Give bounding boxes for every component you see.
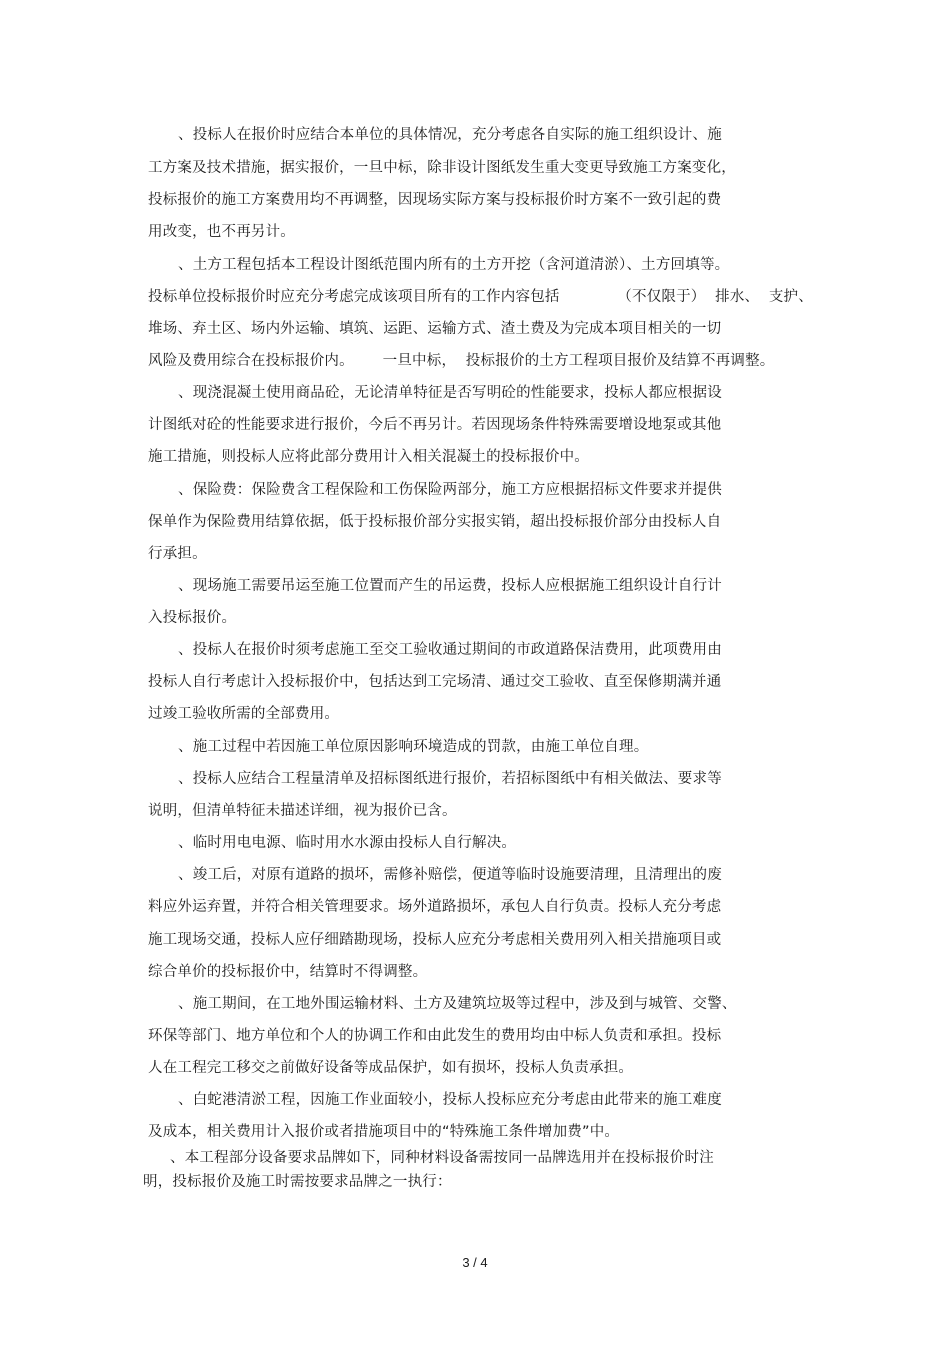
text-line: 施工现场交通，投标人应仔细踏勘现场，投标人应充分考虑相关费用列入相关措施项目或 — [148, 932, 722, 948]
text-line: 、土方工程包括本工程设计图纸范围内所有的土方开挖（含河道清淤）、土方回填等。 — [178, 257, 730, 273]
text-line: 施工措施，则投标人应将此部分费用计入相关混凝土的投标报价中。 — [148, 449, 589, 465]
text-line: 投标人自行考虑计入投标报价中，包括达到工完场清、通过交工验收、直至保修期满并通 — [148, 674, 722, 690]
text-line: 、施工过程中若因施工单位原因影响环境造成的罚款，由施工单位自理。 — [178, 739, 649, 755]
text-line: 人在工程完工移交之前做好设备等成品保护，如有损坏，投标人负责承担。 — [148, 1060, 634, 1076]
text-line: 、保险费：保险费含工程保险和工伤保险两部分，施工方应根据招标文件要求并提供 — [178, 482, 722, 498]
text-line: 风险及费用综合在投标报价内。 一旦中标， 投标报价的土方工程项目报价及结算不再调整。 — [148, 353, 775, 369]
text-line: 、投标人在报价时须考虑施工至交工验收通过期间的市政道路保洁费用，此项费用由 — [178, 642, 722, 658]
text-line: 过竣工验收所需的全部费用。 — [148, 706, 340, 722]
text-line: 投标单位投标报价时应充分考虑完成该项目所有的工作内容包括 （不仅限于） 排水、 支护、 — [148, 289, 813, 305]
text-line: 、临时用电电源、临时用水水源由投标人自行解决。 — [178, 835, 517, 851]
text-line: 、施工期间，在工地外围运输材料、土方及建筑垃圾等过程中，涉及到与城管、交警、 — [178, 996, 737, 1012]
text-line: 计图纸对砼的性能要求进行报价，今后不再另计。若因现场条件特殊需要增设地泵或其他 — [148, 417, 722, 433]
text-line: 、竣工后，对原有道路的损坏，需修补赔偿，便道等临时设施要清理，且清理出的废 — [178, 867, 722, 883]
page-number: 3 / 4 — [462, 1255, 488, 1270]
text-line: 用改变，也不再另计。 — [148, 224, 295, 240]
text-line: 综合单价的投标报价中，结算时不得调整。 — [148, 964, 428, 980]
text-line: 、投标人应结合工程量清单及招标图纸进行报价，若招标图纸中有相关做法、要求等 — [178, 771, 722, 787]
text-line: 、本工程部分设备要求品牌如下，同种材料设备需按同一品牌选用并在投标报价时注 — [170, 1150, 714, 1166]
text-line: 说明，但清单特征未描述详细，视为报价已含。 — [148, 803, 457, 819]
text-line: 料应外运弃置，并符合相关管理要求。场外道路损坏，承包人自行负责。投标人充分考虑 — [148, 899, 722, 915]
text-line: 环保等部门、地方单位和个人的协调工作和由此发生的费用均由中标人负责和承担。投标 — [148, 1028, 722, 1044]
text-line: 投标报价的施工方案费用均不再调整，因现场实际方案与投标报价时方案不一致引起的费 — [148, 192, 722, 208]
text-line: 行承担。 — [148, 546, 207, 562]
text-line: 工方案及技术措施，据实报价，一旦中标，除非设计图纸发生重大变更导致施工方案变化， — [148, 160, 736, 176]
text-line: 、现场施工需要吊运至施工位置而产生的吊运费，投标人应根据施工组织设计自行计 — [178, 578, 722, 594]
text-line: 、白蛇港清淤工程，因施工作业面较小，投标人投标应充分考虑由此带来的施工难度 — [178, 1092, 722, 1108]
text-line: 明，投标报价及施工时需按要求品牌之一执行： — [143, 1174, 452, 1190]
text-line: 堆场、弃土区、场内外运输、填筑、运距、运输方式、渣土费及为完成本项目相关的一切 — [148, 321, 722, 337]
text-line: 入投标报价。 — [148, 610, 237, 626]
text-line: 、现浇混凝土使用商品砼，无论清单特征是否写明砼的性能要求，投标人都应根据设 — [178, 385, 722, 401]
text-line: 保单作为保险费用结算依据，低于投标报价部分实报实销，超出投标报价部分由投标人自 — [148, 514, 722, 530]
text-line: 及成本，相关费用计入报价或者措施项目中的“特殊施工条件增加费”中。 — [148, 1124, 620, 1140]
text-line: 、投标人在报价时应结合本单位的具体情况，充分考虑各自实际的施工组织设计、施 — [178, 127, 722, 143]
